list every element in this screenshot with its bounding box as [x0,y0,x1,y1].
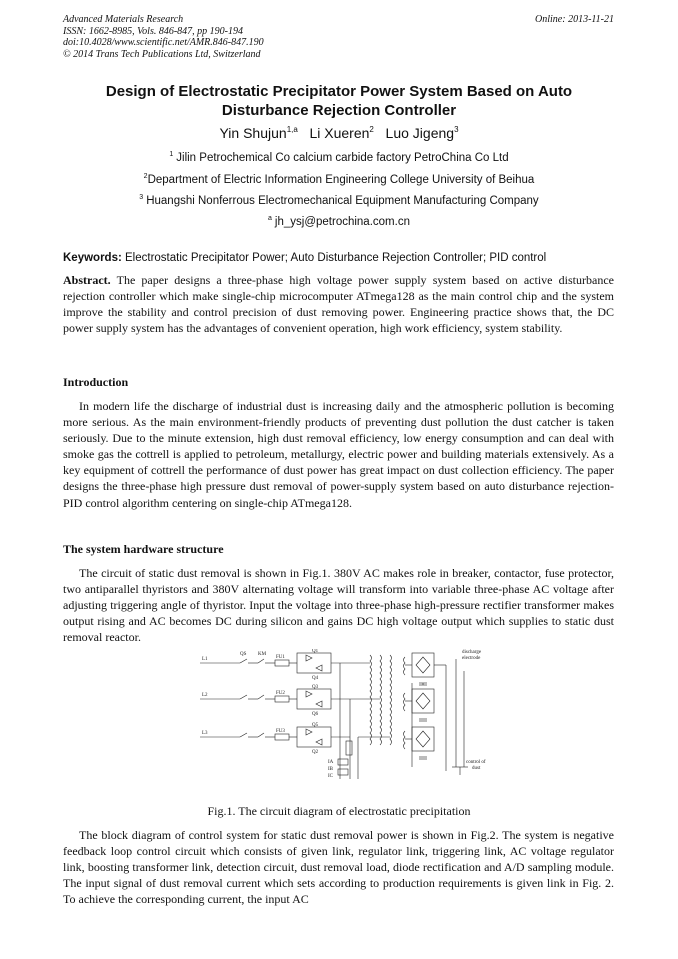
current-sensor-label: IA [328,760,334,765]
thyristor-label: Q5 [312,723,319,728]
email-sup: a [268,215,272,222]
affiliation-text: Department of Electric Information Engineering College University of Beihua [147,174,535,186]
block-diagram-paragraph: The block diagram of control system for static dust removal power is shown in Fig.2. The system is negative feedback loop control circuit which consists of given link, regulator link, triggering link, AC voltage regulator link, boosting transformer link, detection circuit, dust removal load, diode rectification and A/D sampling module. The input signal of dust removal current which sets according to production requirements is given link in Fig. 2. To achieve the corresponding current, the input AC [63,828,614,907]
author-name: Luo Jigeng [385,125,455,141]
section-heading-introduction: Introduction [63,375,129,389]
keywords-text: Electrostatic Precipitator Power; Auto Disturbance Rejection Controller; PID control [125,252,547,264]
circuit-figure [200,649,496,799]
circuit-diagram [200,649,496,799]
thyristor-label: Q2 [312,750,319,755]
introduction-paragraph: In modern life the discharge of industrial dust is increasing daily and the atmospheric pollution is becoming more serious. As the main environment-friendly products of preventing dust pollution the dust catcher is taken seriously. Due to the minute extension, high dust removal efficiency, low energy consumption and can deal with smoke gas the cottrell is applied to petroleum, metallurgy, electric power and building materials extensively. As a key equipment of cottrell the performance of dust power has great impact on dust collection efficiency. The paper designs the three-phase high pressure dust removal of power-supply system based on auto disturbance rejection-PID control algorithm centering on single-chip ATmega128. [63,399,614,510]
copyright-line: © 2014 Trans Tech Publications Ltd, Switzerland [63,48,261,60]
phase-label: L3 [202,731,208,736]
thyristor-label: Q3 [312,685,319,690]
electrode-label: discharge [462,650,482,655]
electrode-label: electrode [462,656,481,661]
phase-label: L1 [202,657,208,662]
affiliation-text: Huangshi Nonferrous Electromechanical Equipment Manufacturing Company [146,195,539,207]
journal-name: Advanced Materials Research [63,14,184,25]
fuse-label: FU3 [276,729,285,734]
hardware-paragraph: The circuit of static dust removal is shown in Fig.1. 380V AC makes role in breaker, contactor, fuse protector, two antiparallel thyristors and 380V alternating voltage will transform into variable three-phase AC voltage after adjusting triggering angle of thyristor. Input the voltage into three-phase high-pressure rectifier transformer makes output rising and AC becomes DC during silicon and gains DC high voltage output which supplies to static dust removal reactor. [63,566,614,645]
thyristor-label: Q6 [312,712,319,717]
affiliation-sup: 2 [143,173,148,180]
affiliation-text: Jilin Petrochemical Co calcium carbide factory PetroChina Co Ltd [176,152,509,164]
affiliation-sup: 1 [169,151,174,158]
affiliation [63,151,615,165]
author-sup: 3 [454,125,459,134]
author-sup: 1,a [286,125,298,134]
affiliation [63,173,615,187]
online-date: Online: 2013-11-21 [535,14,614,25]
email-text: jh_ysj@petrochina.com.cn [274,216,410,228]
thyristor-label: Q1 [312,649,319,654]
breaker-label: QS [240,652,247,657]
affiliation [63,194,615,208]
keywords-label: Keywords: [63,252,122,264]
abstract-label: Abstract. [63,273,111,287]
current-sensor-label: IC [328,774,333,779]
keywords [63,251,615,265]
thyristor-label: Q4 [312,676,319,681]
current-sensor-label: IB [328,767,333,772]
fuse-label: FU1 [276,655,285,660]
abstract-text: The paper designs a three-phase high voltage power supply system based on active disturbance rejection controller which make single-chip microcomputer ATmega128 as the main control chip and the system improve the stability and control precision of dust removing power. Engineering practice shows that, the DC power supply system has the advantages of convenient operation, high work efficiency, system stability. [63,273,614,336]
author-name: Yin Shujun [219,125,287,141]
dust-control-label: control of [466,760,486,765]
fuse-label: FU2 [276,691,285,696]
author-list [63,124,615,142]
figure-caption: Fig.1. The circuit diagram of electrostatic precipitation [207,804,471,818]
abstract [63,272,614,336]
issn-line: ISSN: 1662-8985, Vols. 846-847, pp 190-194 [63,25,243,37]
contactor-label: KM [258,652,267,657]
phase-label: L2 [202,693,208,698]
journal-header [63,14,264,60]
author-sup: 2 [369,125,374,134]
doi-line: doi:10.4028/www.scientific.net/AMR.846-847.190 [63,37,264,48]
dust-control-label: dust [472,766,481,771]
author-email [63,215,615,229]
paper-title: Design of Electrostatic Precipitator Power System Based on Auto Disturbance Rejection Controller [105,83,573,119]
section-heading-hardware: The system hardware structure [63,542,224,556]
affiliation-sup: 3 [139,194,144,201]
author-name: Li Xueren [309,125,370,141]
